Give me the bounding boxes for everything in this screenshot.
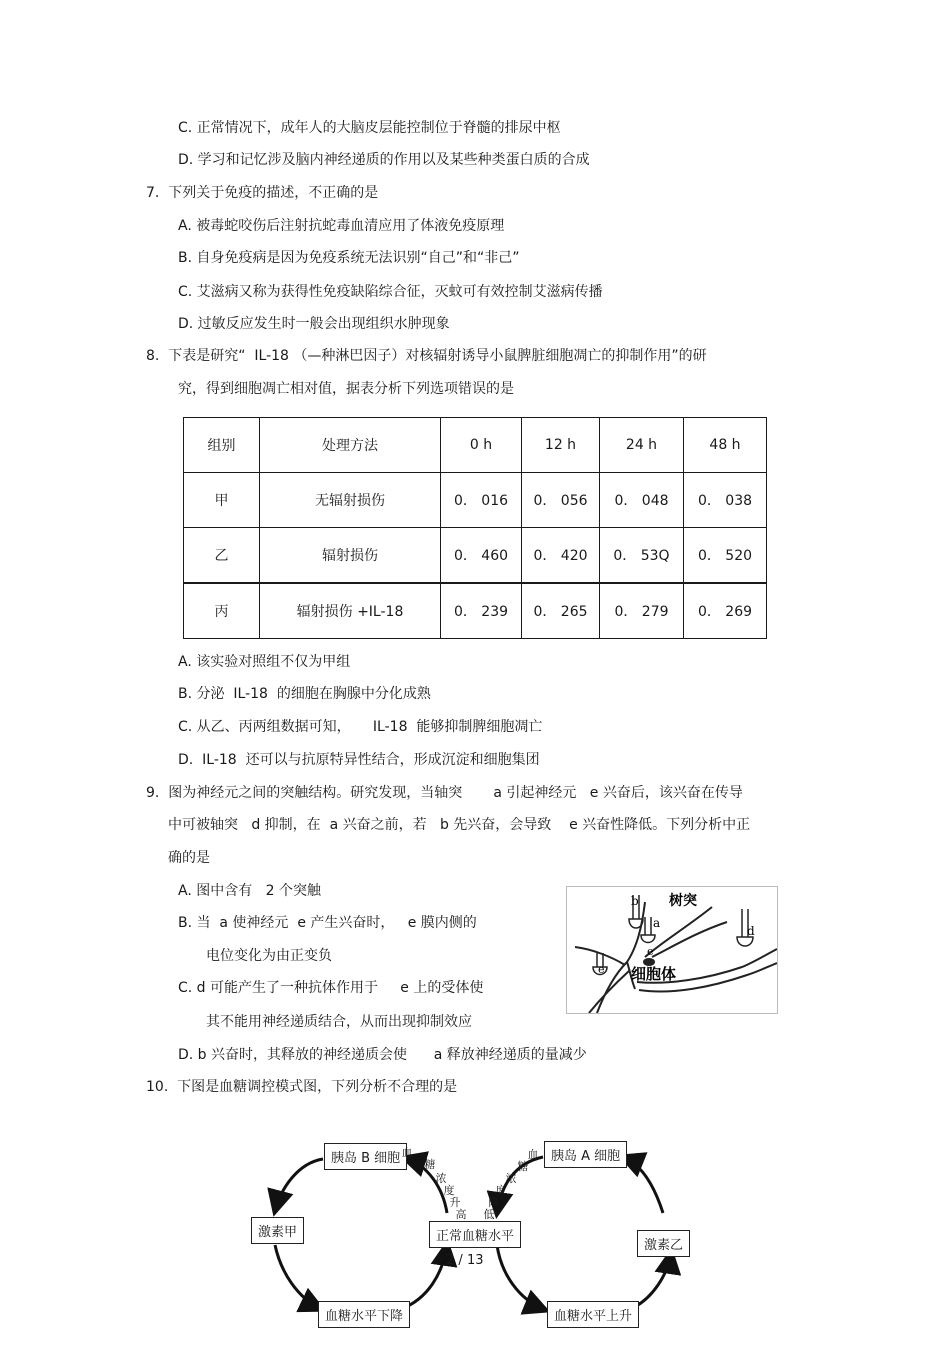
label-e-left: e xyxy=(598,963,605,976)
box-glucose-down: 血糖水平下降 xyxy=(318,1301,410,1328)
neuron-synapse-figure xyxy=(566,886,778,1014)
label-fall-6: 低 xyxy=(483,1208,495,1221)
option-9c: C. d 可能产生了一种抗体作用于 e 上的受体使 xyxy=(178,980,484,996)
question-9: 9. 图为神经元之间的突触结构。研究发现，当轴突 a 引起神经元 e 兴奋后，该兴奋在传导 xyxy=(146,785,743,801)
option-8d: D. IL-18 还可以与抗原特异性结合，形成沉淀和细胞集团 xyxy=(178,752,540,768)
table-cell: 丙 xyxy=(184,583,260,639)
label-dendrite: 树突 xyxy=(669,893,697,909)
label-soma: 细胞体 xyxy=(631,965,677,983)
question-10: 10. 下图是血糖调控模式图，下列分析不合理的是 xyxy=(146,1079,458,1095)
table-cell: 0． 53Q xyxy=(600,528,684,584)
table-row xyxy=(184,528,767,584)
option-9a: A. 图中含有 2 个突触 xyxy=(178,883,321,899)
page-sep: / xyxy=(458,1253,463,1268)
table-cell: 辐射损伤 xyxy=(260,528,441,584)
box-normal-glucose: 正常血糖水平 xyxy=(429,1221,521,1248)
label-rise-1: 血 xyxy=(401,1146,413,1159)
table-header-row xyxy=(184,418,767,473)
option-8a: A. 该实验对照组不仅为甲组 xyxy=(178,654,351,670)
label-fall-3: 浓 xyxy=(505,1172,517,1185)
label-fall-5: 降 xyxy=(488,1196,500,1209)
box-hormone-yi: 激素乙 xyxy=(637,1230,690,1257)
table-cell: 辐射损伤 +IL-18 xyxy=(260,583,441,639)
table-cell: 0． 265 xyxy=(522,583,600,639)
label-a: a xyxy=(653,916,661,930)
label-rise-5: 升 xyxy=(449,1196,461,1209)
table-cell: 0． 048 xyxy=(600,473,684,528)
table-cell: 0． 520 xyxy=(684,528,767,584)
option-7a: A. 被毒蛇咬伤后注射抗蛇毒血清应用了体液免疫原理 xyxy=(178,218,505,234)
option-6c: C. 正常情况下，成年人的大脑皮层能控制位于脊髓的排尿中枢 xyxy=(178,120,561,136)
table-cell: 0． 056 xyxy=(522,473,600,528)
option-7b: B. 自身免疫病是因为免疫系统无法识别“自己”和“非己” xyxy=(178,250,520,266)
page-current: 2 xyxy=(446,1253,455,1268)
table-cell: 0． 279 xyxy=(600,583,684,639)
box-hormone-jia: 激素甲 xyxy=(251,1217,304,1244)
option-9b: B. 当 a 使神经元 e 产生兴奋时， e 膜内侧的 xyxy=(178,915,477,931)
option-9d: D. b 兴奋时，其释放的神经递质会使 a 释放神经递质的量减少 xyxy=(178,1047,587,1063)
table-row xyxy=(184,473,767,528)
table-cell: 0． 420 xyxy=(522,528,600,584)
label-b: b xyxy=(631,894,639,908)
table-cell: 乙 xyxy=(184,528,260,584)
table-row xyxy=(184,583,767,639)
question-9-cont: 中可被轴突 d 抑制，在 a 兴奋之前，若 b 先兴奋，会导致 e 兴奋性降低。下列分析中正 xyxy=(168,817,751,833)
label-rise-3: 浓 xyxy=(435,1172,447,1185)
label-rise-6: 高 xyxy=(455,1208,467,1221)
label-fall-4: 度 xyxy=(495,1184,507,1197)
question-8: 8. 下表是研究“ IL-18 （—种淋巴因子）对核辐射诱导小鼠脾脏细胞凋亡的抑制作用”的研 xyxy=(146,348,707,364)
option-8b: B. 分泌 IL-18 的细胞在胸腺中分化成熟 xyxy=(178,686,431,702)
option-8c: C. 从乙、丙两组数据可知， IL-18 能够抑制脾细胞凋亡 xyxy=(178,719,543,735)
table-cell: 无辐射损伤 xyxy=(260,473,441,528)
table-cell: 0． 239 xyxy=(441,583,522,639)
table-cell: 0． 269 xyxy=(684,583,767,639)
table-header: 48 h xyxy=(684,418,767,473)
option-7d: D. 过敏反应发生时一般会出现组织水肿现象 xyxy=(178,316,450,332)
table-cell: 0． 038 xyxy=(684,473,767,528)
table-header: 12 h xyxy=(522,418,600,473)
table-header: 处理方法 xyxy=(260,418,441,473)
option-9b-cont: 电位变化为由正变负 xyxy=(206,948,332,964)
label-fall-1: 血 xyxy=(527,1148,539,1161)
box-glucose-up: 血糖水平上升 xyxy=(547,1301,639,1328)
neuron-drawing xyxy=(567,887,777,1013)
table-header: 0 h xyxy=(441,418,522,473)
label-d: d xyxy=(747,924,755,938)
box-islet-b-cell: 胰岛 B 细胞 xyxy=(324,1143,407,1170)
question-9-cont2: 确的是 xyxy=(168,850,210,866)
table-cell: 0． 460 xyxy=(441,528,522,584)
option-9c-cont: 其不能用神经递质结合，从而出现抑制效应 xyxy=(206,1014,472,1030)
table-header: 组别 xyxy=(184,418,260,473)
question-8-cont: 究，得到细胞凋亡相对值，据表分析下列选项错误的是 xyxy=(178,381,514,397)
label-rise-2: 糖 xyxy=(424,1158,436,1171)
option-6d: D. 学习和记忆涉及脑内神经递质的作用以及某些种类蛋白质的合成 xyxy=(178,152,590,168)
table-header: 24 h xyxy=(600,418,684,473)
page-number xyxy=(446,1253,484,1268)
label-fall-2: 糖 xyxy=(517,1160,529,1173)
question-7: 7. 下列关于免疫的描述，不正确的是 xyxy=(146,185,379,201)
box-islet-a-cell: 胰岛 A 细胞 xyxy=(544,1141,627,1168)
option-7c: C. 艾滋病又称为获得性免疫缺陷综合征，灭蚊可有效控制艾滋病传播 xyxy=(178,284,603,300)
page-total: 13 xyxy=(466,1253,484,1268)
label-e-soma: e xyxy=(647,945,654,958)
apoptosis-table xyxy=(183,417,767,639)
label-rise-4: 度 xyxy=(443,1184,455,1197)
table-cell: 0． 016 xyxy=(441,473,522,528)
glucose-regulation-diagram xyxy=(243,1133,708,1333)
table-cell: 甲 xyxy=(184,473,260,528)
